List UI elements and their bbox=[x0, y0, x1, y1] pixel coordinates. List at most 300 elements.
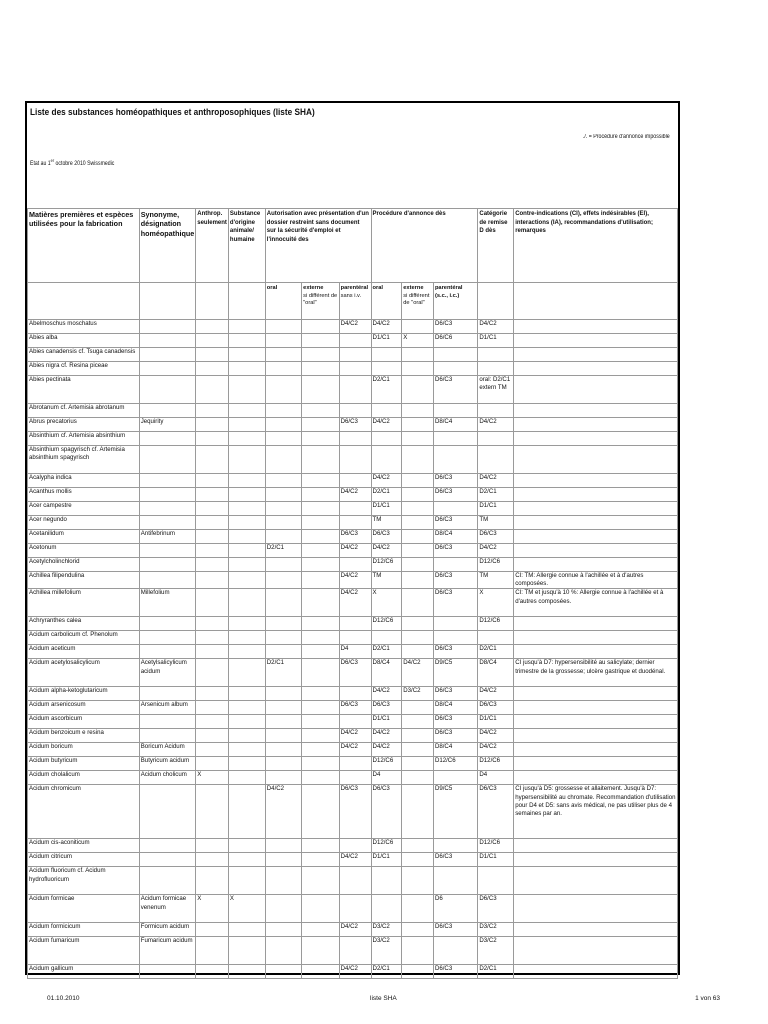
cell-cat: D6/C3 bbox=[478, 701, 514, 715]
cell-p-ext bbox=[402, 715, 434, 729]
cell-p-ext bbox=[402, 474, 434, 488]
cell-a-par: D4/C2 bbox=[339, 965, 371, 979]
cell-ci bbox=[514, 474, 678, 488]
cell-p-oral bbox=[371, 867, 402, 895]
cell-name: Acidum citricum bbox=[28, 853, 140, 867]
cell-p-oral: D6/C3 bbox=[371, 530, 402, 544]
cell-anth bbox=[196, 348, 229, 362]
cell-subst bbox=[228, 687, 265, 701]
cell-a-oral bbox=[265, 743, 301, 757]
cell-a-ext bbox=[302, 895, 339, 923]
cell-syn bbox=[139, 502, 196, 516]
cell-a-par bbox=[339, 895, 371, 923]
cell-syn bbox=[139, 404, 196, 418]
cell-p-oral: TM bbox=[371, 516, 402, 530]
cell-subst bbox=[228, 502, 265, 516]
cell-a-oral bbox=[265, 376, 301, 404]
cell-p-ext bbox=[402, 729, 434, 743]
cell-name: Acidum gallicum bbox=[28, 965, 140, 979]
cell-name: Acidum formicae bbox=[28, 895, 140, 923]
cell-a-par bbox=[339, 867, 371, 895]
cell-a-par bbox=[339, 474, 371, 488]
cell-cat: D6/C3 bbox=[478, 785, 514, 839]
cell-a-par: D4/C2 bbox=[339, 743, 371, 757]
cell-p-par: D8/C4 bbox=[433, 530, 477, 544]
cell-a-oral: D2/C1 bbox=[265, 659, 301, 687]
cell-a-oral bbox=[265, 558, 301, 572]
cell-p-par: D8/C4 bbox=[433, 743, 477, 757]
status-date bbox=[30, 158, 114, 167]
table-row bbox=[28, 923, 678, 937]
cell-subst bbox=[228, 558, 265, 572]
cell-syn bbox=[139, 432, 196, 446]
cell-subst bbox=[228, 474, 265, 488]
cell-subst bbox=[228, 785, 265, 839]
cell-name: Abrotanum cf. Artemisia abrotanum bbox=[28, 404, 140, 418]
sub-parenteral-proc: parentéral (s.c., i.c.) bbox=[433, 283, 477, 320]
table-row bbox=[28, 334, 678, 348]
cell-a-ext bbox=[302, 757, 339, 771]
cell-anth: X bbox=[196, 895, 229, 923]
cell-p-ext: X bbox=[402, 334, 434, 348]
cell-cat: D6/C3 bbox=[478, 530, 514, 544]
cell-syn bbox=[139, 376, 196, 404]
cell-a-par bbox=[339, 432, 371, 446]
cell-a-ext bbox=[302, 320, 339, 334]
cell-p-par: D6/C3 bbox=[433, 488, 477, 502]
cell-ci bbox=[514, 334, 678, 348]
cell-p-oral: D8/C4 bbox=[371, 659, 402, 687]
cell-anth bbox=[196, 418, 229, 432]
cell-anth bbox=[196, 867, 229, 895]
cell-anth bbox=[196, 853, 229, 867]
cell-p-par: D6/C3 bbox=[433, 729, 477, 743]
etat-sup: er bbox=[50, 158, 55, 163]
cell-a-ext bbox=[302, 617, 339, 631]
cell-name: Acidum acetylosalicylicum bbox=[28, 659, 140, 687]
col-procedure: Procédure d'annonce dès bbox=[371, 209, 478, 283]
cell-a-par: D4/C2 bbox=[339, 729, 371, 743]
cell-cat bbox=[478, 867, 514, 895]
sub-externe-proc bbox=[402, 283, 434, 320]
cell-anth bbox=[196, 446, 229, 474]
cell-syn: Butyricum acidum bbox=[139, 757, 196, 771]
cell-p-ext bbox=[402, 617, 434, 631]
cell-syn: Fumaricum acidum bbox=[139, 937, 196, 965]
sub-empty-3 bbox=[196, 283, 229, 320]
cell-a-par: D6/C3 bbox=[339, 701, 371, 715]
cell-a-ext bbox=[302, 715, 339, 729]
cell-cat: D12/C6 bbox=[478, 757, 514, 771]
cell-anth bbox=[196, 320, 229, 334]
sub-externe-auth bbox=[302, 283, 339, 320]
sub-parenteral-auth bbox=[339, 283, 371, 320]
cell-anth bbox=[196, 645, 229, 659]
cell-subst bbox=[228, 965, 265, 979]
table-row bbox=[28, 853, 678, 867]
footer-title: liste SHA bbox=[370, 995, 397, 1002]
cell-anth: X bbox=[196, 771, 229, 785]
cell-subst bbox=[228, 544, 265, 558]
sub-empty-4 bbox=[228, 283, 265, 320]
cell-p-ext bbox=[402, 631, 434, 645]
cell-p-oral bbox=[371, 432, 402, 446]
cell-a-oral bbox=[265, 589, 301, 617]
cell-a-oral bbox=[265, 895, 301, 923]
cell-name: Achryranthes calea bbox=[28, 617, 140, 631]
cell-syn bbox=[139, 687, 196, 701]
cell-p-ext bbox=[402, 446, 434, 474]
cell-a-ext bbox=[302, 853, 339, 867]
cell-a-ext bbox=[302, 659, 339, 687]
cell-name: Abrus precatorius bbox=[28, 418, 140, 432]
cell-a-oral bbox=[265, 853, 301, 867]
cell-p-ext bbox=[402, 771, 434, 785]
cell-anth bbox=[196, 544, 229, 558]
cell-p-par: D12/C6 bbox=[433, 757, 477, 771]
cell-syn bbox=[139, 617, 196, 631]
cell-anth bbox=[196, 757, 229, 771]
cell-syn bbox=[139, 544, 196, 558]
cell-p-oral: TM bbox=[371, 572, 402, 589]
cell-name: Abies pectinata bbox=[28, 376, 140, 404]
cell-ci: CI: TM: Allergie connue à l'achillée et à d'autres composées. bbox=[514, 572, 678, 589]
cell-cat bbox=[478, 362, 514, 376]
cell-p-par: D9/C5 bbox=[433, 659, 477, 687]
table-row bbox=[28, 418, 678, 432]
cell-subst bbox=[228, 446, 265, 474]
cell-subst bbox=[228, 516, 265, 530]
cell-subst bbox=[228, 659, 265, 687]
table-row bbox=[28, 502, 678, 516]
cell-name: Acetylcholinchlorid bbox=[28, 558, 140, 572]
table-row bbox=[28, 743, 678, 757]
cell-p-par bbox=[433, 937, 477, 965]
cell-subst bbox=[228, 729, 265, 743]
cell-subst bbox=[228, 362, 265, 376]
cell-subst bbox=[228, 376, 265, 404]
cell-ci bbox=[514, 701, 678, 715]
table-row bbox=[28, 474, 678, 488]
cell-name: Acidum butyricum bbox=[28, 757, 140, 771]
table-row bbox=[28, 867, 678, 895]
table-row bbox=[28, 715, 678, 729]
cell-syn bbox=[139, 320, 196, 334]
cell-p-par bbox=[433, 432, 477, 446]
cell-a-ext bbox=[302, 839, 339, 853]
cell-anth bbox=[196, 839, 229, 853]
cell-a-par: D6/C3 bbox=[339, 785, 371, 839]
sub-oral-proc: oral bbox=[371, 283, 402, 320]
table-row bbox=[28, 432, 678, 446]
cell-subst bbox=[228, 589, 265, 617]
cell-p-oral: D4/C2 bbox=[371, 687, 402, 701]
cell-p-par bbox=[433, 617, 477, 631]
cell-a-oral bbox=[265, 839, 301, 853]
cell-name: Abies nigra cf. Resina piceae bbox=[28, 362, 140, 376]
cell-a-par: D4/C2 bbox=[339, 853, 371, 867]
table-row bbox=[28, 757, 678, 771]
cell-p-ext bbox=[402, 572, 434, 589]
cell-a-par bbox=[339, 687, 371, 701]
cell-name: Acalypha indica bbox=[28, 474, 140, 488]
sub-parenteral-auth-label: parentéral bbox=[340, 285, 369, 291]
cell-syn bbox=[139, 446, 196, 474]
cell-subst bbox=[228, 771, 265, 785]
cell-name: Acer negundo bbox=[28, 516, 140, 530]
sub-externe-proc-note: si différent de "oral" bbox=[403, 292, 430, 307]
cell-cat: D2/C1 bbox=[478, 488, 514, 502]
cell-cat: D4/C2 bbox=[478, 743, 514, 757]
cell-p-oral bbox=[371, 631, 402, 645]
cell-a-ext bbox=[302, 348, 339, 362]
cell-cat: D12/C6 bbox=[478, 558, 514, 572]
cell-cat bbox=[478, 404, 514, 418]
cell-syn: Formicum acidum bbox=[139, 923, 196, 937]
cell-syn: Millefolium bbox=[139, 589, 196, 617]
cell-p-oral: D4/C2 bbox=[371, 544, 402, 558]
cell-a-par: D6/C3 bbox=[339, 659, 371, 687]
cell-a-oral: D4/C2 bbox=[265, 785, 301, 839]
cell-subst bbox=[228, 348, 265, 362]
cell-p-oral: D4/C2 bbox=[371, 743, 402, 757]
cell-p-par: D6/C3 bbox=[433, 589, 477, 617]
cell-p-oral: D3/C2 bbox=[371, 937, 402, 965]
cell-cat: D4 bbox=[478, 771, 514, 785]
cell-p-ext bbox=[402, 701, 434, 715]
cell-syn bbox=[139, 715, 196, 729]
cell-ci bbox=[514, 853, 678, 867]
cell-p-ext bbox=[402, 404, 434, 418]
cell-syn bbox=[139, 645, 196, 659]
sub-empty-5 bbox=[478, 283, 514, 320]
cell-cat: D4/C2 bbox=[478, 687, 514, 701]
cell-a-par bbox=[339, 446, 371, 474]
table-row bbox=[28, 645, 678, 659]
col-substance: Substance d'origine animale/ humaine bbox=[228, 209, 265, 283]
page-title: Liste des substances homéopathiques et anthroposophiques (liste SHA) bbox=[30, 107, 315, 118]
cell-anth bbox=[196, 362, 229, 376]
cell-p-par: D6 bbox=[433, 895, 477, 923]
cell-ci bbox=[514, 418, 678, 432]
cell-p-ext bbox=[402, 502, 434, 516]
cell-name: Acidum cholalicum bbox=[28, 771, 140, 785]
cell-syn: Acetylsalicylicum acidum bbox=[139, 659, 196, 687]
cell-a-oral bbox=[265, 701, 301, 715]
cell-a-oral bbox=[265, 771, 301, 785]
cell-p-par bbox=[433, 502, 477, 516]
cell-p-ext bbox=[402, 544, 434, 558]
cell-anth bbox=[196, 474, 229, 488]
cell-ci bbox=[514, 867, 678, 895]
cell-a-ext bbox=[302, 645, 339, 659]
cell-cat bbox=[478, 348, 514, 362]
cell-p-ext bbox=[402, 895, 434, 923]
cell-a-oral bbox=[265, 418, 301, 432]
cell-p-ext bbox=[402, 937, 434, 965]
footer-page: 1 von 63 bbox=[695, 995, 720, 1002]
cell-cat: D4/C2 bbox=[478, 474, 514, 488]
cell-subst bbox=[228, 404, 265, 418]
cell-p-ext bbox=[402, 867, 434, 895]
col-categorie: Catégorie de remise D dès bbox=[478, 209, 514, 283]
table-subheader-row bbox=[28, 283, 678, 320]
cell-cat: D12/C6 bbox=[478, 839, 514, 853]
cell-a-ext bbox=[302, 362, 339, 376]
sub-oral-auth: oral bbox=[265, 283, 301, 320]
cell-p-par: D8/C4 bbox=[433, 418, 477, 432]
cell-ci bbox=[514, 432, 678, 446]
table-row bbox=[28, 516, 678, 530]
table-row bbox=[28, 771, 678, 785]
cell-subst bbox=[228, 645, 265, 659]
cell-subst bbox=[228, 320, 265, 334]
sub-empty-2 bbox=[139, 283, 196, 320]
legend-note: ./. = Procédure d'annonce impossible bbox=[583, 134, 670, 140]
cell-ci bbox=[514, 771, 678, 785]
cell-a-ext bbox=[302, 687, 339, 701]
cell-cat: D2/C1 bbox=[478, 965, 514, 979]
cell-cat: TM bbox=[478, 572, 514, 589]
cell-a-ext bbox=[302, 432, 339, 446]
cell-syn bbox=[139, 362, 196, 376]
sub-externe-proc-label: externe bbox=[403, 285, 424, 291]
cell-a-oral bbox=[265, 715, 301, 729]
table-row bbox=[28, 362, 678, 376]
cell-p-par bbox=[433, 631, 477, 645]
cell-p-ext bbox=[402, 432, 434, 446]
cell-syn bbox=[139, 488, 196, 502]
cell-a-oral bbox=[265, 488, 301, 502]
cell-a-par: D4/C2 bbox=[339, 544, 371, 558]
sub-externe-auth-note: si différent de "oral" bbox=[303, 292, 338, 307]
cell-subst bbox=[228, 757, 265, 771]
table-row bbox=[28, 320, 678, 334]
cell-anth bbox=[196, 572, 229, 589]
cell-p-ext bbox=[402, 853, 434, 867]
cell-a-ext bbox=[302, 785, 339, 839]
cell-anth bbox=[196, 729, 229, 743]
table-row bbox=[28, 631, 678, 645]
table-row bbox=[28, 965, 678, 979]
cell-cat: D6/C3 bbox=[478, 895, 514, 923]
cell-cat: D1/C1 bbox=[478, 502, 514, 516]
cell-p-oral: D1/C1 bbox=[371, 853, 402, 867]
cell-a-ext bbox=[302, 965, 339, 979]
cell-a-par bbox=[339, 558, 371, 572]
cell-name: Achillea millefolium bbox=[28, 589, 140, 617]
table-row bbox=[28, 617, 678, 631]
cell-p-ext: D3/C2 bbox=[402, 687, 434, 701]
table-row bbox=[28, 572, 678, 589]
cell-syn: Acidum formicae venenum bbox=[139, 895, 196, 923]
cell-a-ext bbox=[302, 771, 339, 785]
cell-name: Acetanilidum bbox=[28, 530, 140, 544]
cell-syn bbox=[139, 729, 196, 743]
cell-ci bbox=[514, 558, 678, 572]
cell-a-oral bbox=[265, 729, 301, 743]
cell-a-ext bbox=[302, 544, 339, 558]
cell-subst bbox=[228, 631, 265, 645]
cell-anth bbox=[196, 404, 229, 418]
cell-p-oral: D6/C3 bbox=[371, 785, 402, 839]
cell-p-ext bbox=[402, 757, 434, 771]
cell-p-oral: D2/C1 bbox=[371, 965, 402, 979]
cell-syn bbox=[139, 785, 196, 839]
cell-subst bbox=[228, 488, 265, 502]
cell-a-ext bbox=[302, 589, 339, 617]
cell-anth bbox=[196, 589, 229, 617]
cell-anth bbox=[196, 631, 229, 645]
sub-externe-auth-label: externe bbox=[303, 285, 324, 291]
cell-anth bbox=[196, 687, 229, 701]
cell-p-par: D6/C3 bbox=[433, 965, 477, 979]
cell-p-par: D9/C5 bbox=[433, 785, 477, 839]
cell-ci bbox=[514, 715, 678, 729]
table-row bbox=[28, 348, 678, 362]
cell-syn bbox=[139, 965, 196, 979]
cell-syn bbox=[139, 558, 196, 572]
cell-a-ext bbox=[302, 530, 339, 544]
cell-p-oral bbox=[371, 404, 402, 418]
cell-syn bbox=[139, 853, 196, 867]
cell-p-oral bbox=[371, 362, 402, 376]
cell-subst bbox=[228, 572, 265, 589]
cell-a-oral bbox=[265, 645, 301, 659]
cell-p-ext bbox=[402, 376, 434, 404]
cell-cat: TM bbox=[478, 516, 514, 530]
cell-p-par: D6/C3 bbox=[433, 474, 477, 488]
cell-subst bbox=[228, 853, 265, 867]
cell-p-oral: D4 bbox=[371, 771, 402, 785]
cell-cat bbox=[478, 631, 514, 645]
cell-p-par: D6/C3 bbox=[433, 516, 477, 530]
col-synonyme: Synonyme, désignation homéopathique bbox=[139, 209, 196, 283]
cell-name: Acidum alpha-ketoglutaricum bbox=[28, 687, 140, 701]
cell-anth bbox=[196, 334, 229, 348]
cell-ci bbox=[514, 839, 678, 853]
sub-parenteral-auth-note: sans i.v. bbox=[340, 292, 362, 299]
cell-syn bbox=[139, 572, 196, 589]
cell-p-oral: D12/C6 bbox=[371, 558, 402, 572]
cell-a-ext bbox=[302, 923, 339, 937]
cell-syn bbox=[139, 474, 196, 488]
cell-subst bbox=[228, 530, 265, 544]
cell-a-par bbox=[339, 348, 371, 362]
cell-cat: D4/C2 bbox=[478, 544, 514, 558]
table-row bbox=[28, 530, 678, 544]
cell-cat: D1/C1 bbox=[478, 715, 514, 729]
cell-p-par bbox=[433, 404, 477, 418]
cell-ci bbox=[514, 617, 678, 631]
cell-a-par: D6/C3 bbox=[339, 530, 371, 544]
cell-subst bbox=[228, 715, 265, 729]
cell-name: Acidum fumaricum bbox=[28, 937, 140, 965]
cell-cat bbox=[478, 432, 514, 446]
cell-name: Achillea filipendulina bbox=[28, 572, 140, 589]
cell-subst bbox=[228, 617, 265, 631]
cell-cat: D3/C2 bbox=[478, 937, 514, 965]
cell-ci bbox=[514, 687, 678, 701]
cell-cat: D4/C2 bbox=[478, 729, 514, 743]
cell-p-ext bbox=[402, 965, 434, 979]
cell-ci bbox=[514, 376, 678, 404]
cell-subst bbox=[228, 867, 265, 895]
cell-p-par bbox=[433, 839, 477, 853]
cell-p-par: D6/C3 bbox=[433, 687, 477, 701]
cell-cat: D4/C2 bbox=[478, 320, 514, 334]
cell-p-oral: D1/C1 bbox=[371, 334, 402, 348]
